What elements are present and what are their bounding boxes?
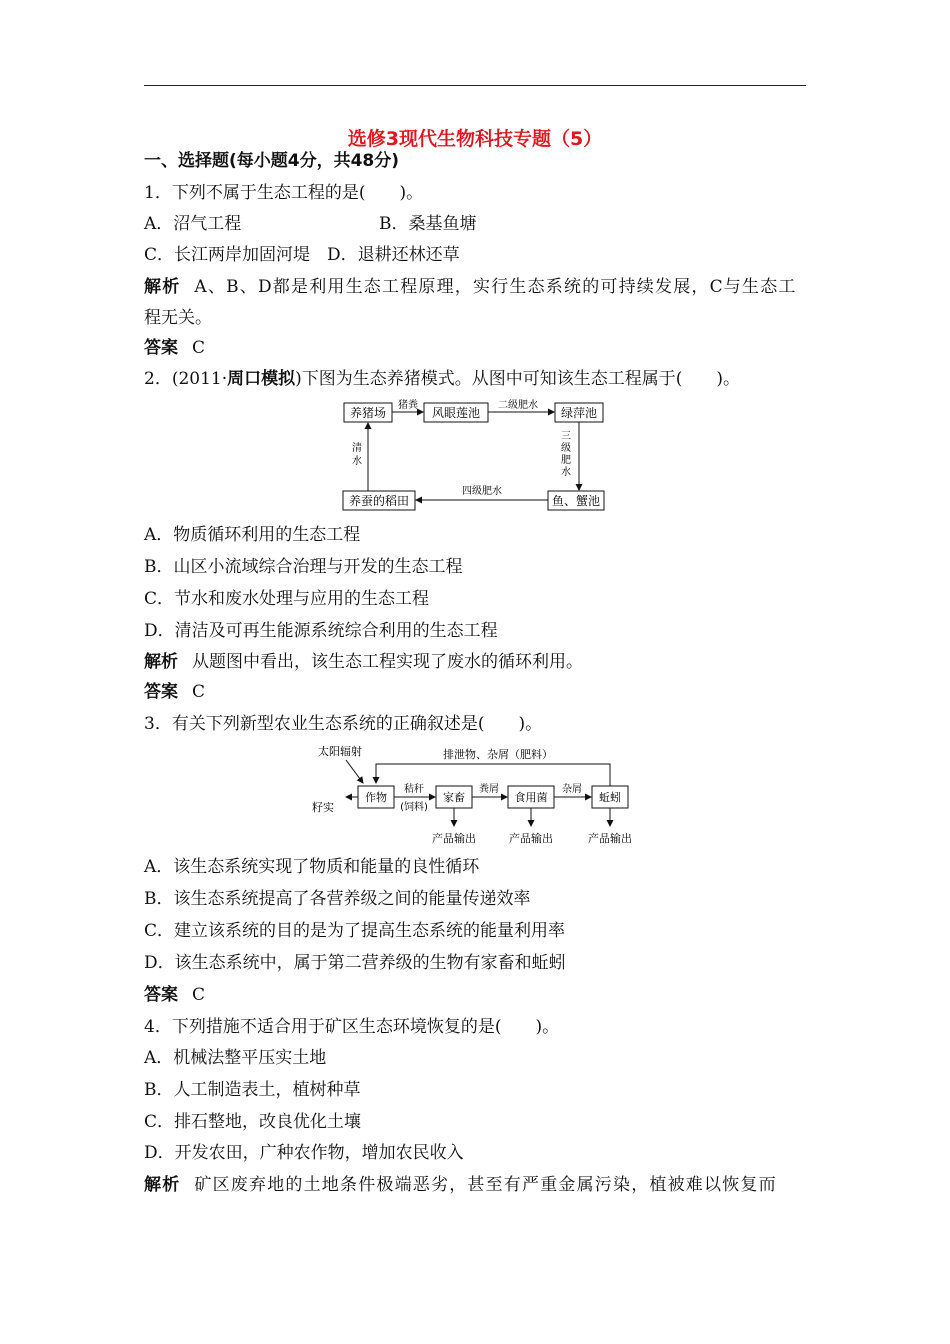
answer-label: 答案 <box>144 682 178 702</box>
box-water-hyacinth-label: 风眼莲池 <box>431 406 481 420</box>
arrow-quaternary-fertile-water-label: 四级肥水 <box>462 486 502 497</box>
q4-analysis-text: 矿区废弃地的土地条件极端恶劣，甚至有严重金属污染，植被难以恢复而 <box>194 1175 777 1195</box>
fertilizer-feedback-label: 排泄物、杂屑（肥料） <box>443 748 553 761</box>
sun-radiation-label: 太阳辐射 <box>318 745 362 758</box>
box-livestock-label: 家畜 <box>443 791 465 804</box>
q2-option-a: A．物质循环利用的生态工程 <box>144 525 361 545</box>
page-title: 选修3现代生物科技专题（5） <box>347 128 603 150</box>
q3-answer-value: C <box>192 985 206 1005</box>
arrow-tertiary-char-4: 水 <box>561 467 571 478</box>
q4-option-b: B．人工制造表土，植树种草 <box>144 1080 361 1100</box>
dung-label: 粪屑 <box>479 784 499 795</box>
q4-stem: 4．下列措施不适合用于矿区生态环境恢复的是( )。 <box>144 1017 560 1037</box>
q1-option-cd: C．长江两岸加固河堤 D．退耕还林还草 <box>144 245 460 265</box>
q3-answer <box>144 984 205 1006</box>
q4-option-a: A．机械法整平压实土地 <box>144 1048 327 1068</box>
feed-label: (饲料) <box>400 802 428 813</box>
arrow-tertiary-char-3: 肥 <box>561 455 571 466</box>
q4-analysis <box>144 1174 777 1196</box>
q1-stem: 1．下列不属于生态工程的是( )。 <box>144 183 424 203</box>
q1-option-a: A．沼气工程 <box>144 214 242 234</box>
q4-option-c: C．排石整地，改良优化土壤 <box>144 1112 362 1132</box>
q3-option-d: D．该生态系统中，属于第二营养级的生物有家畜和蚯蚓 <box>144 953 566 973</box>
box-pig-farm-label: 养猪场 <box>349 406 387 420</box>
fungi-output-label: 产品输出 <box>509 832 553 845</box>
box-azolla-pond-label: 绿萍池 <box>560 406 598 420</box>
q2-answer-value: C <box>192 682 206 702</box>
pig-farming-diagram <box>340 398 610 514</box>
q1-option-b: B．桑基鱼塘 <box>379 214 477 234</box>
agro-ecosystem-diagram <box>308 740 648 850</box>
arrow-tertiary-char-1: 三 <box>561 431 571 442</box>
straw-label: 秸秆 <box>404 784 424 795</box>
box-earthworm-label: 蚯蚓 <box>599 791 621 804</box>
q1-answer <box>144 337 205 359</box>
box-fish-crab-pond-label: 鱼、蟹池 <box>551 494 601 508</box>
arrow-tertiary-char-2: 级 <box>561 443 571 454</box>
arrow-secondary-fertile-water-label: 二级肥水 <box>498 400 538 411</box>
analysis-label: 解析 <box>144 652 178 672</box>
q2-stem-post: )下图为生态养猪模式。从图中可知该生态工程属于( )。 <box>295 369 741 389</box>
header-rule <box>144 85 806 86</box>
q2-option-d: D．清洁及可再生能源系统综合利用的生态工程 <box>144 621 498 641</box>
q2-analysis-text: 从题图中看出，该生态工程实现了废水的循环利用。 <box>192 652 583 672</box>
q3-option-b: B．该生态系统提高了各营养级之间的能量传递效率 <box>144 889 531 909</box>
arrow-sun-to-crop <box>346 760 363 783</box>
q1-analysis-cont: 程无关。 <box>144 308 212 328</box>
arrow-clear-water-char-2: 水 <box>352 456 362 467</box>
box-edible-fungi-label: 食用菌 <box>514 791 548 804</box>
box-silkworm-paddy-label: 养蚕的稻田 <box>348 494 410 508</box>
earthworm-output-label: 产品输出 <box>588 832 632 845</box>
q3-option-c: C．建立该系统的目的是为了提高生态系统的能量利用率 <box>144 921 566 941</box>
q2-option-b: B．山区小流域综合治理与开发的生态工程 <box>144 557 463 577</box>
q2-answer <box>144 681 205 703</box>
q3-option-a: A．该生态系统实现了物质和能量的良性循环 <box>144 857 480 877</box>
q1-analysis <box>144 276 797 298</box>
arrow-pig-manure-label: 猪粪 <box>398 400 418 411</box>
answer-label: 答案 <box>144 985 178 1005</box>
q1-answer-value: C <box>192 338 206 358</box>
livestock-output-label: 产品输出 <box>432 832 476 845</box>
seed-label: 籽实 <box>312 801 334 814</box>
box-crop-label: 作物 <box>365 791 387 804</box>
q2-option-c: C．节水和废水处理与应用的生态工程 <box>144 589 430 609</box>
answer-label: 答案 <box>144 338 178 358</box>
analysis-label: 解析 <box>144 277 181 297</box>
section-heading: 一、选择题(每小题4分，共48分) <box>144 151 400 171</box>
q2-analysis <box>144 651 583 673</box>
q4-option-d: D．开发农田，广种农作物，增加农民收入 <box>144 1143 464 1163</box>
arrow-clear-water-char-1: 清 <box>352 443 362 454</box>
arrow-fertilizer-feedback <box>376 764 610 786</box>
analysis-label: 解析 <box>144 1175 181 1195</box>
q3-stem: 3．有关下列新型农业生态系统的正确叙述是( )。 <box>144 714 543 734</box>
debris-label: 杂屑 <box>562 784 582 795</box>
q2-source: 周口模拟 <box>227 369 296 389</box>
q2-stem <box>144 368 740 390</box>
q2-stem-pre: 2．(2011· <box>144 369 228 389</box>
q1-analysis-text: A、B、D都是利用生态工程原理，实行生态系统的可持续发展，C与生态工 <box>194 277 797 297</box>
